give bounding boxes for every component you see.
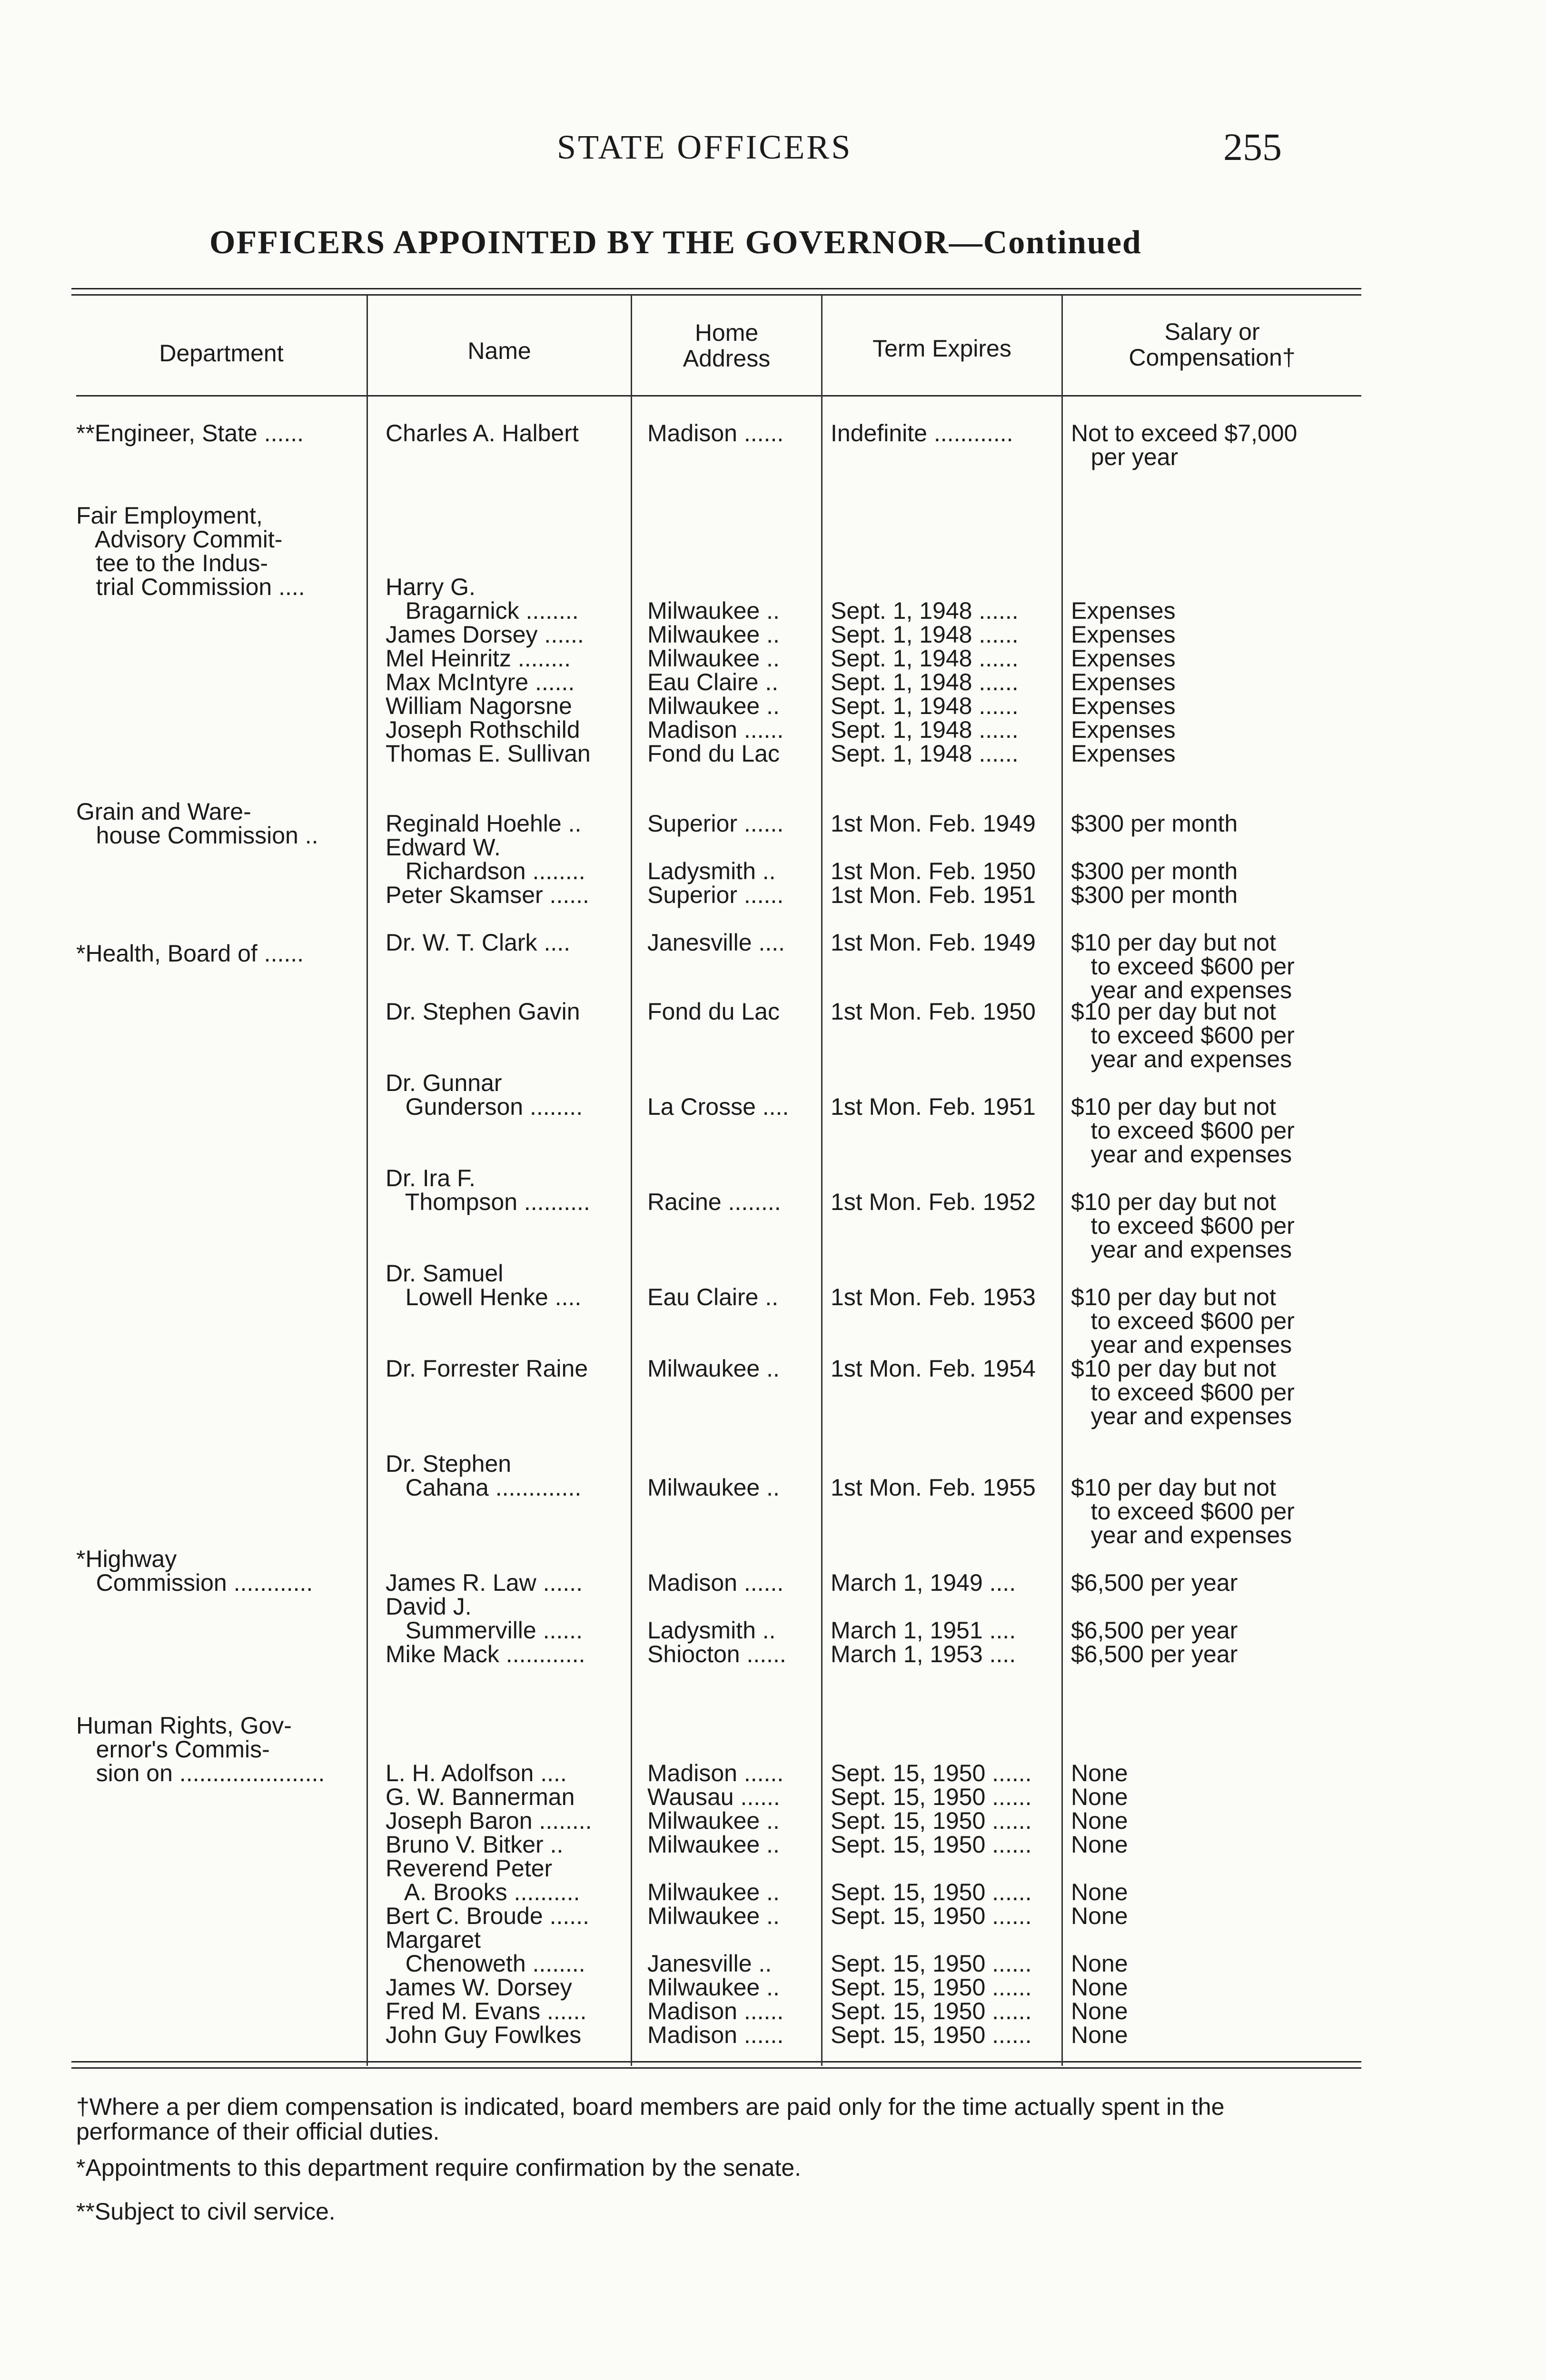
salary-cell: None (1071, 1831, 1128, 1858)
salary-cell: None (1071, 1807, 1128, 1834)
department-cell: *Highway Commission ............ (76, 1546, 313, 1596)
home-address-cell: Milwaukee .. (647, 1831, 780, 1858)
name-cell: William Nagorsne (386, 693, 572, 719)
salary-cell: Expenses (1071, 597, 1176, 624)
salary-cell: $10 per day but not to exceed $600 per year and expenses (1071, 1284, 1295, 1358)
table-top-rule (71, 288, 1361, 289)
column-header-home-address: Home Address (683, 319, 771, 372)
term-expires-cell: Sept. 15, 1950 ...... (831, 1879, 1032, 1905)
column-divider-4 (1061, 295, 1063, 2066)
home-address-cell: Milwaukee .. (647, 645, 780, 672)
salary-cell: Expenses (1071, 621, 1176, 648)
home-address-cell: Ladysmith .. (647, 858, 776, 884)
column-divider-1 (367, 295, 368, 2066)
salary-cell: Expenses (1071, 669, 1176, 695)
salary-cell: Expenses (1071, 645, 1176, 672)
term-expires-cell: Sept. 15, 1950 ...... (831, 1831, 1032, 1858)
name-cell: Max McIntyre ...... (386, 669, 575, 695)
salary-cell: $10 per day but not to exceed $600 per year and expenses (1071, 1474, 1295, 1548)
salary-cell: None (1071, 1998, 1128, 2024)
home-address-cell: Milwaukee .. (647, 1474, 780, 1501)
salary-cell: $6,500 per year (1071, 1617, 1238, 1644)
home-address-cell: Madison ...... (647, 716, 784, 743)
term-expires-cell: Sept. 15, 1950 ...... (831, 1903, 1032, 1929)
name-cell: Edward W. Richardson ........ (386, 834, 585, 884)
salary-cell: $10 per day but not to exceed $600 per year and expenses (1071, 998, 1295, 1072)
table-bottom-rule-inner (71, 2067, 1361, 2069)
home-address-cell: Milwaukee .. (647, 597, 780, 624)
salary-cell: $10 per day but not to exceed $600 per year and expenses (1071, 1355, 1295, 1429)
term-expires-cell: 1st Mon. Feb. 1953 (831, 1284, 1036, 1310)
name-cell: Charles A. Halbert (386, 420, 579, 446)
name-cell: Dr. Forrester Raine (386, 1355, 588, 1382)
footnote-single-asterisk: *Appointments to this department require confirmation by the senate. (76, 2154, 802, 2181)
home-address-cell: Milwaukee .. (647, 621, 780, 648)
salary-cell: $300 per month (1071, 858, 1238, 884)
name-cell: Bert C. Broude ...... (386, 1903, 589, 1929)
table-top-rule-inner (71, 294, 1361, 296)
salary-cell: $10 per day but not to exceed $600 per year and expenses (1071, 929, 1295, 1003)
term-expires-cell: Indefinite ............ (831, 420, 1013, 446)
home-address-cell: Madison ...... (647, 1569, 784, 1596)
name-cell: Fred M. Evans ...... (386, 1998, 587, 2024)
term-expires-cell: 1st Mon. Feb. 1950 (831, 858, 1036, 884)
term-expires-cell: Sept. 1, 1948 ...... (831, 621, 1019, 648)
footnote-dagger: †Where a per diem compensation is indicated, board members are paid only for the time actually spent in the performance of their official duties. (76, 2093, 1225, 2145)
home-address-cell: Fond du Lac (647, 998, 780, 1025)
column-header-salary: Salary or Compensation† (1129, 318, 1296, 371)
name-cell: Dr. Samuel Lowell Henke .... (386, 1260, 582, 1310)
name-cell: L. H. Adolfson .... (386, 1760, 567, 1786)
term-expires-cell: Sept. 15, 1950 ...... (831, 1807, 1032, 1834)
home-address-cell: Milwaukee .. (647, 693, 780, 719)
home-address-cell: Eau Claire .. (647, 669, 779, 695)
term-expires-cell: Sept. 1, 1948 ...... (831, 597, 1019, 624)
name-cell: G. W. Bannerman (386, 1784, 575, 1810)
name-cell: James R. Law ...... (386, 1569, 583, 1596)
name-cell: Harry G. Bragarnick ........ (386, 574, 579, 624)
home-address-cell: Racine ........ (647, 1189, 781, 1215)
salary-cell: None (1071, 1903, 1128, 1929)
term-expires-cell: March 1, 1949 .... (831, 1569, 1016, 1596)
column-divider-2 (631, 295, 632, 2066)
name-cell: James Dorsey ...... (386, 621, 584, 648)
salary-cell: Expenses (1071, 716, 1176, 743)
home-address-cell: La Crosse .... (647, 1093, 789, 1120)
home-address-cell: Milwaukee .. (647, 1879, 780, 1905)
footnote-double-asterisk: **Subject to civil service. (76, 2198, 336, 2225)
name-cell: John Guy Fowlkes (386, 2022, 582, 2048)
home-address-cell: Madison ...... (647, 2022, 784, 2048)
name-cell: Reverend Peter A. Brooks .......... (386, 1855, 580, 1905)
home-address-cell: Ladysmith .. (647, 1617, 776, 1644)
department-cell: *Health, Board of ...... (76, 940, 304, 967)
salary-cell: None (1071, 2022, 1128, 2048)
home-address-cell: Milwaukee .. (647, 1807, 780, 1834)
salary-cell: $10 per day but not to exceed $600 per year and expenses (1071, 1093, 1295, 1168)
home-address-cell: Fond du Lac (647, 740, 780, 767)
home-address-cell: Janesville .... (647, 929, 785, 956)
home-address-cell: Superior ...... (647, 882, 784, 908)
term-expires-cell: Sept. 15, 1950 ...... (831, 1998, 1032, 2024)
name-cell: Dr. Stephen Gavin (386, 998, 580, 1025)
home-address-cell: Madison ...... (647, 420, 784, 446)
name-cell: Dr. Ira F. Thompson .......... (386, 1165, 590, 1215)
term-expires-cell: 1st Mon. Feb. 1955 (831, 1474, 1036, 1501)
column-header-name: Name (467, 337, 531, 364)
term-expires-cell: 1st Mon. Feb. 1951 (831, 1093, 1036, 1120)
name-cell: Dr. W. T. Clark .... (386, 929, 571, 956)
term-expires-cell: Sept. 15, 1950 ...... (831, 1760, 1032, 1786)
term-expires-cell: Sept. 1, 1948 ...... (831, 716, 1019, 743)
name-cell: Reginald Hoehle .. (386, 810, 582, 837)
term-expires-cell: 1st Mon. Feb. 1952 (831, 1189, 1036, 1215)
running-head: STATE OFFICERS (557, 128, 852, 166)
name-cell: Dr. Gunnar Gunderson ........ (386, 1070, 583, 1120)
column-header-term-expires: Term Expires (872, 335, 1011, 362)
table-bottom-rule (71, 2061, 1361, 2063)
column-divider-3 (821, 295, 823, 2066)
name-cell: Mel Heinritz ........ (386, 645, 571, 672)
term-expires-cell: 1st Mon. Feb. 1954 (831, 1355, 1036, 1382)
term-expires-cell: Sept. 15, 1950 ...... (831, 2022, 1032, 2048)
salary-cell: None (1071, 1760, 1128, 1786)
home-address-cell: Wausau ...... (647, 1784, 780, 1810)
term-expires-cell: Sept. 1, 1948 ...... (831, 740, 1019, 767)
department-cell: Human Rights, Gov- ernor's Commis- sion on ...................... (76, 1712, 325, 1786)
term-expires-cell: March 1, 1953 .... (831, 1641, 1016, 1667)
name-cell: Peter Skamser ...... (386, 882, 589, 908)
term-expires-cell: Sept. 1, 1948 ...... (831, 645, 1019, 672)
department-cell: Grain and Ware- house Commission .. (76, 798, 318, 849)
salary-cell: $300 per month (1071, 810, 1238, 837)
name-cell: Mike Mack ............ (386, 1641, 585, 1667)
section-title: OFFICERS APPOINTED BY THE GOVERNOR—Continued (209, 224, 1142, 261)
department-cell: Fair Employment, Advisory Commit- tee to the Indus- trial Commission .... (76, 502, 305, 600)
name-cell: Joseph Rothschild (386, 716, 580, 743)
term-expires-cell: March 1, 1951 .... (831, 1617, 1016, 1644)
department-cell: **Engineer, State ...... (76, 420, 304, 446)
home-address-cell: Milwaukee .. (647, 1355, 780, 1382)
home-address-cell: Janesville .. (647, 1950, 772, 1977)
name-cell: David J. Summerville ...... (386, 1593, 583, 1644)
column-header-department: Department (159, 340, 284, 367)
salary-cell: None (1071, 1784, 1128, 1810)
salary-cell: $10 per day but not to exceed $600 per year and expenses (1071, 1189, 1295, 1263)
term-expires-cell: Sept. 15, 1950 ...... (831, 1950, 1032, 1977)
term-expires-cell: 1st Mon. Feb. 1949 (831, 929, 1036, 956)
term-expires-cell: 1st Mon. Feb. 1949 (831, 810, 1036, 837)
term-expires-cell: Sept. 1, 1948 ...... (831, 669, 1019, 695)
home-address-cell: Superior ...... (647, 810, 784, 837)
term-expires-cell: 1st Mon. Feb. 1950 (831, 998, 1036, 1025)
name-cell: Dr. Stephen Cahana ............. (386, 1450, 582, 1501)
name-cell: Joseph Baron ........ (386, 1807, 592, 1834)
salary-cell: Expenses (1071, 693, 1176, 719)
home-address-cell: Eau Claire .. (647, 1284, 779, 1310)
term-expires-cell: Sept. 15, 1950 ...... (831, 1784, 1032, 1810)
home-address-cell: Madison ...... (647, 1760, 784, 1786)
home-address-cell: Shiocton ...... (647, 1641, 786, 1667)
salary-cell: Expenses (1071, 740, 1176, 767)
home-address-cell: Milwaukee .. (647, 1974, 780, 2001)
salary-cell: Not to exceed $7,000 per year (1071, 420, 1298, 470)
term-expires-cell: Sept. 15, 1950 ...... (831, 1974, 1032, 2001)
header-bottom-rule (76, 395, 1361, 397)
term-expires-cell: Sept. 1, 1948 ...... (831, 693, 1019, 719)
term-expires-cell: 1st Mon. Feb. 1951 (831, 882, 1036, 908)
home-address-cell: Milwaukee .. (647, 1903, 780, 1929)
name-cell: Thomas E. Sullivan (386, 740, 591, 767)
name-cell: James W. Dorsey (386, 1974, 572, 2001)
name-cell: Margaret Chenoweth ........ (386, 1926, 585, 1977)
home-address-cell: Madison ...... (647, 1998, 784, 2024)
salary-cell: None (1071, 1974, 1128, 2001)
salary-cell: None (1071, 1879, 1128, 1905)
salary-cell: None (1071, 1950, 1128, 1977)
salary-cell: $6,500 per year (1071, 1641, 1238, 1667)
page-number: 255 (1223, 125, 1282, 169)
name-cell: Bruno V. Bitker .. (386, 1831, 564, 1858)
salary-cell: $6,500 per year (1071, 1569, 1238, 1596)
salary-cell: $300 per month (1071, 882, 1238, 908)
